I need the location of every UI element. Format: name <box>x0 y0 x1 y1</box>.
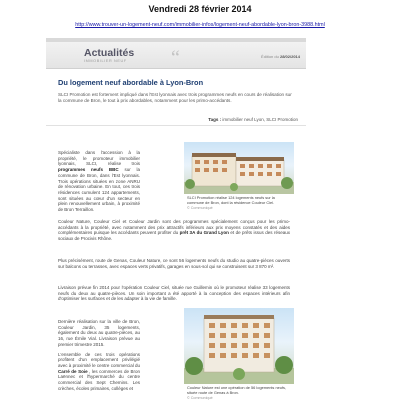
tags-value[interactable]: immobilier neuf Lyon, SLCI Promotion <box>222 117 298 122</box>
tags-divider <box>46 125 306 126</box>
building-photo <box>184 142 294 194</box>
tags-label: Tags : <box>208 117 222 122</box>
building-illustration <box>184 308 294 384</box>
edition-label: Édition du <box>261 54 279 59</box>
page-date: Vendredi 28 février 2014 <box>148 4 252 14</box>
masthead <box>46 42 306 69</box>
article-intro: SLCI Promotion est fortement impliqué dans l'Est lyonnais avec trois programmes neufs en cours de réalisation sur la commune de Bron, le tout à prix abordables, notamment pour les primo-accédants. <box>58 92 292 103</box>
paragraph-6-text: L'ensemble de ces trois opérations profitent d'un emplacement privilégié avec à proximité le centre commercial du <box>58 351 140 368</box>
text-column-top <box>58 150 140 217</box>
building-photo <box>184 308 294 384</box>
paragraph-3: Plus précisément, route de Genas, Couleur Nature, ce sont 56 logements neufs du studio au quatre-pièces ouverts sur balcons ou terrasses, avec espaces verts privatifs, garages en sous-sol qui se construisent sur 3 870 m². <box>58 258 290 269</box>
paragraph-6 <box>58 352 140 392</box>
paragraph-1-emphasis: programmes neufs BBC <box>58 167 119 173</box>
quote-icon: “ <box>171 47 180 69</box>
text-column-bottom <box>58 319 140 395</box>
figure-caption: Couleur Nature est une opération de 56 logements neufs, située route de Genas à Bron. <box>187 385 287 395</box>
paragraph-2 <box>58 219 290 242</box>
figure-couleur-ciel <box>184 142 294 210</box>
paragraph-5: Dernière réalisation sur la ville de Bron, Couleur Jardin, 35 logements, également du deux au quatre-pièces, au 16, rue Émile Vial. Livraison prévue au premier trimestre 2015. <box>58 319 140 347</box>
paragraph-1-text-end: sur la commune de Bron, dans l'Est lyonnais. Trois opérations situées en zone ANRU de rénovation urbaine. En tout, ces trois résidences cumulent 124 appartements, sont situées au cœur d'un secteur en plein renouvellement urbain, à proximité de Bron Terraillon. <box>58 167 140 213</box>
paragraph-2-text-end: et de prêts issus des réseaux sociaux de Procivis Rhône. <box>58 230 290 242</box>
figure-caption: SLCI Promotion réalise 124 logements neufs sur la commune de Bron, dont la résidence Couleur Ciel. <box>187 195 275 205</box>
paragraph-2-emphasis: prêt 3A du Grand Lyon <box>179 230 229 236</box>
article-headline: Du logement neuf abordable à Lyon-Bron <box>58 78 204 87</box>
figure-credit: © Communiqué <box>187 395 213 400</box>
paragraph-6-emphasis: Carré de Soie <box>58 368 88 374</box>
edition-date: 28/02/2014 <box>279 54 300 59</box>
building-illustration <box>184 142 294 194</box>
masthead-title: Actualités <box>84 47 135 59</box>
figure-couleur-nature <box>184 308 294 400</box>
paragraph-2-text: Couleur Nature, Couleur Ciel et Couleur Jardin sont des programmes spécialement conçus pour les primo-accédants à la propriété, avec notamment des prix attractifs inférieurs aux prix moyens constatés et des aides complémentaires puisque les accédants peuvent profiter du <box>58 219 290 236</box>
article-card <box>46 38 306 400</box>
masthead-subtitle: IMMOBILIER NEUF <box>84 59 127 63</box>
edition-info <box>261 54 300 59</box>
paragraph-6-text-end: , les commerces de Bron Laënnec et l'hypermarché du centre commercial des Sept Chemins. Les crèches, écoles primaires, collèges et <box>58 368 140 391</box>
paragraph-4: Livraison prévue fin 2014 pour l'opération Couleur Ciel, située rue Guillemin où le promoteur réalise 33 logements neufs du deux au quatre-pièces. Un soin important a été apporté à la conception des espaces intérieurs afin d'optimiser les surfaces et de les adapter à la vie de famille. <box>58 285 290 302</box>
figure-credit: © Communiqué <box>187 205 213 210</box>
paragraph-1-text: Spécialiste dans l'accession à la propriété, le promoteur immobilier lyonnais, SLCI, réalise trois <box>58 150 140 167</box>
paragraph-1 <box>58 150 140 213</box>
article-tags <box>46 117 298 122</box>
article-url-link[interactable]: http://www.trouver-un-logement-neuf.com/immobilier-infos/logement-neuf-abordable-lyon-bron-3988.html <box>75 22 325 28</box>
